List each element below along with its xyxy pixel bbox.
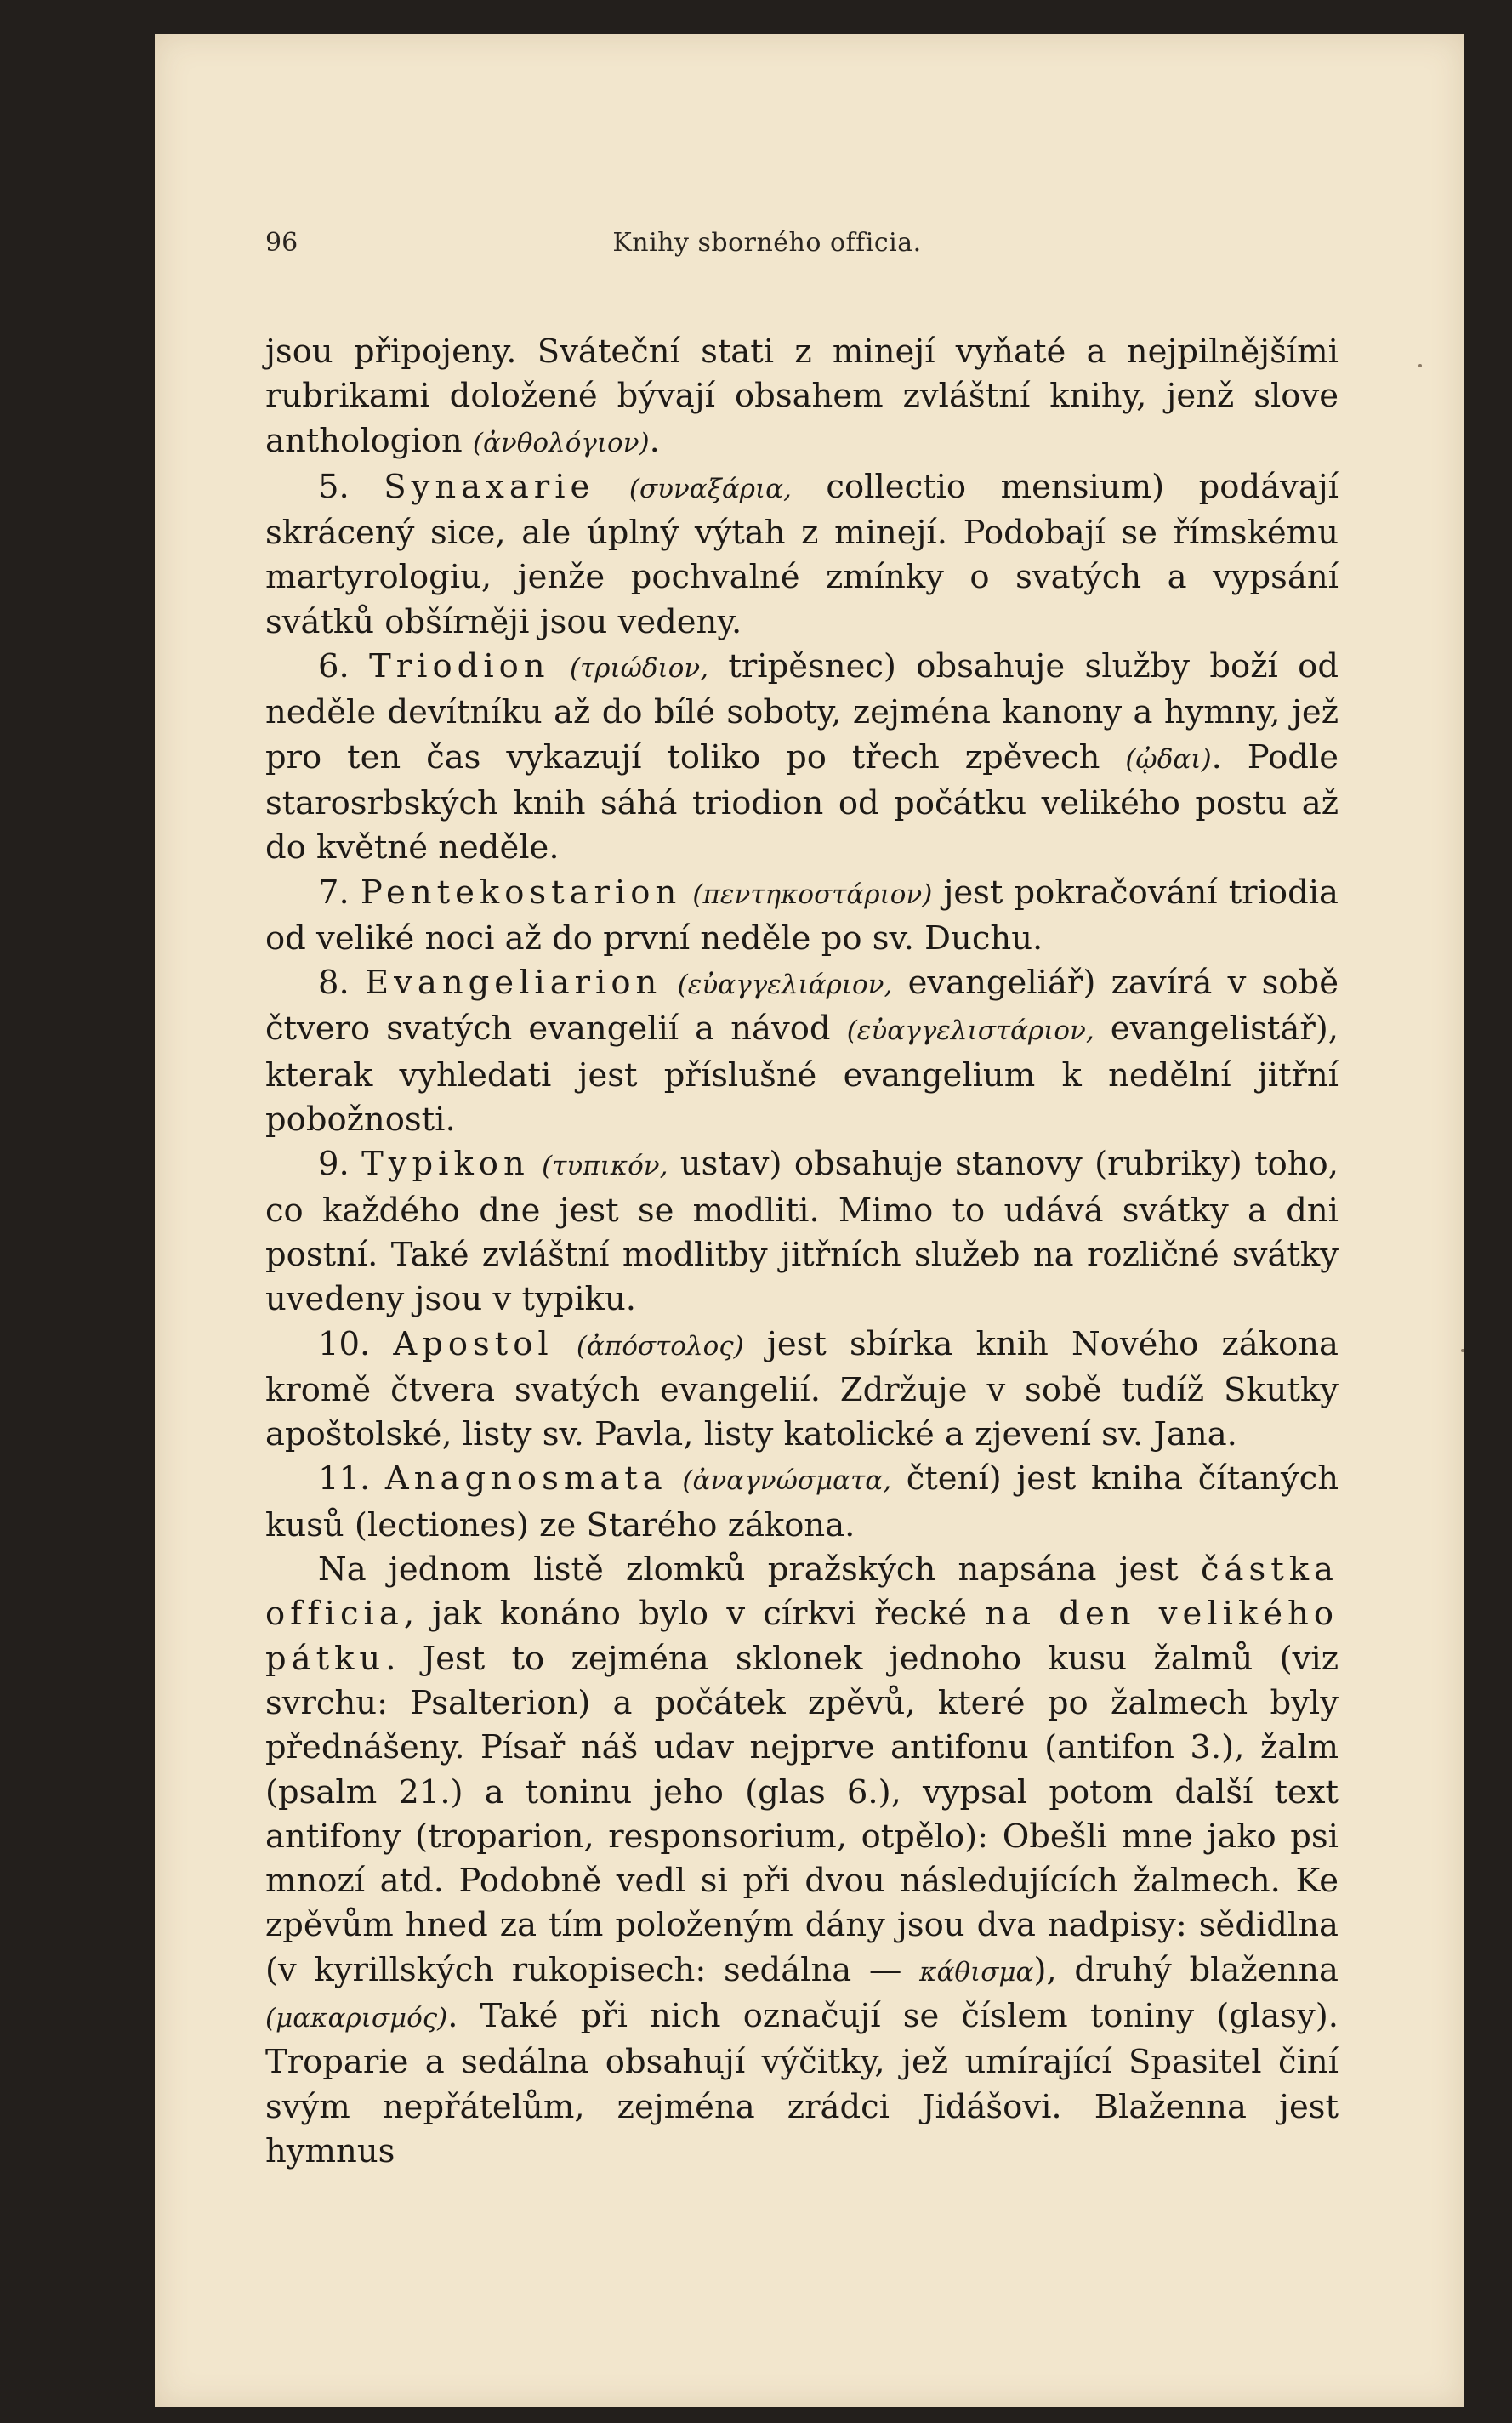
text-run: Na jednom listě zlomků pražských napsána jest xyxy=(318,1550,1201,1590)
book-page xyxy=(155,34,1464,2407)
greek-term: (τριώδιον, xyxy=(569,653,709,685)
spaced-term: Anagnosmata xyxy=(384,1459,668,1499)
body-text xyxy=(265,330,1339,2174)
spaced-term: Apostol xyxy=(393,1324,554,1363)
text-run: 11. xyxy=(318,1459,385,1499)
text-run: evangelistář), kterak vyhledati jest příslušné evangelium k nedělní jitřní pobožnosti. xyxy=(265,1010,1339,1140)
text-run: 7. xyxy=(318,873,361,912)
running-title: Knihy sborného officia. xyxy=(612,228,922,258)
text-run: jsou připojeny. Sváteční stati z minejí vyňaté a nejpilnějšími rubrikami doložené bývají obsahem zvláštní knihy, jenž slove anthologion xyxy=(265,333,1339,460)
spaced-term: Synaxarie xyxy=(384,467,595,506)
greek-term: (τυπικόν, xyxy=(542,1151,668,1182)
greek-term: (συναξάρια, xyxy=(628,473,792,504)
text-run xyxy=(681,873,692,912)
text-run xyxy=(550,647,570,685)
greek-term: κάθισμα xyxy=(919,1956,1034,1988)
greek-term: (μακαρισμός) xyxy=(265,2002,448,2033)
text-run: 9. xyxy=(318,1145,362,1184)
spaced-term: Pentekostarion xyxy=(360,873,682,912)
greek-term: (ἀναγνώσματα, xyxy=(682,1465,892,1497)
text-run: . Podle starosrbských knih sáhá triodion od počátku velikého postu až do květné neděle. xyxy=(265,737,1339,867)
text-run: 8. xyxy=(318,964,366,1003)
margin-speck xyxy=(1418,364,1422,367)
greek-term: (πεντηκοστάριον) xyxy=(692,879,933,910)
greek-term: (εὐαγγελιστάριον, xyxy=(846,1015,1094,1047)
paragraph xyxy=(265,1142,1339,1322)
text-run xyxy=(594,468,629,506)
text-run: . Jest to zejména sklonek jednoho kusu žalmů (viz svrchu: Psalterion) a počátek zpěvů, které po žalmech byly přednášeny. Písař náš udav nejprve antifonu (antifon 3.), žalm (psalm 21.) a toninu jeho (glas 6.), vypsal potom další text antifony (troparion, responsorium, otpělo): Obešli mne jako psi mnozí atd. Podobně vedl si při dvou následujících žalmech. Ke zpěvům hned za tím položeným dány jsou dva nadpisy: sědidlna (v kyrillských rukopisech: sedálna — xyxy=(265,1639,1339,1989)
text-run xyxy=(662,964,677,1002)
text-run: jest sbírka knih Nového zákona kromě čtvera svatých evangelií. Zdržuje v sobě tudíž Skutky apoštolské, listy sv. Pavla, listy katolické a zjevení sv. Jana. xyxy=(265,1324,1339,1454)
text-run: tripěsnec) obsahuje služby boží od neděle devítníku až do bílé soboty, zejména kanony a hymny, jež pro ten čas vykazují toliko po třech zpěvech xyxy=(265,647,1339,776)
greek-term: (ἀνθολόγιον) xyxy=(472,427,650,458)
text-run xyxy=(530,1145,542,1183)
text-run: ), druhý blaženna xyxy=(1033,1950,1339,1989)
paragraph xyxy=(265,645,1339,870)
spaced-term: Evangeliarion xyxy=(365,964,662,1003)
text-run: 5. xyxy=(318,467,384,506)
paragraph xyxy=(265,330,1339,465)
margin-speck xyxy=(1461,1349,1464,1352)
text-run: jest pokračování triodia od veliké noci až do první neděle po sv. Duchu. xyxy=(265,873,1339,958)
paragraph xyxy=(265,1457,1339,1548)
paragraph xyxy=(265,465,1339,645)
greek-term: (εὐαγγελιάριον, xyxy=(677,970,893,1001)
paragraph xyxy=(265,1322,1339,1458)
text-run xyxy=(668,1459,683,1498)
page-header xyxy=(265,228,1269,270)
spaced-term: Triodion xyxy=(369,647,550,686)
spaced-term: Typikon xyxy=(361,1145,530,1184)
spaced-term: částka officia xyxy=(265,1550,1339,1634)
text-run: . Také při nich označují se číslem toniny (glasy). Troparie a sedálna obsahují výčitky, jež umírající Spasitel činí svým nepřátelům, zejména zrádci Jidášovi. Blaženna jest hymnus xyxy=(265,1996,1339,2170)
text-run: čtení) jest kniha čítaných kusů (lectiones) ze Starého zákona. xyxy=(265,1459,1339,1544)
page-number: 96 xyxy=(265,228,298,258)
text-run xyxy=(554,1325,577,1363)
paragraph xyxy=(265,961,1339,1142)
paragraph xyxy=(265,1548,1339,2174)
text-run: , jak konáno bylo v církvi řecké xyxy=(403,1595,986,1634)
greek-term: (ἀπόστολος) xyxy=(576,1330,744,1362)
spaced-term: na den velikého pátku xyxy=(265,1595,1339,1678)
text-run: 6. xyxy=(318,647,370,686)
text-run: . xyxy=(649,421,660,460)
paragraph xyxy=(265,871,1339,962)
text-run: 10. xyxy=(318,1324,394,1363)
text-run: ustav) obsahuje stanovy (rubriky) toho, co každého dne jest se modliti. Mimo to udává svátky a dni postní. Také zvláštní modlitby jitřních služeb na rozličné svátky uvedeny jsou v typiku. xyxy=(265,1145,1339,1319)
text-run: evangeliář) zavírá v sobě čtvero svatých evangelií a návod xyxy=(265,964,1339,1049)
text-run: collectio mensium) podávají skrácený sice, ale úplný výtah z minejí. Podobají se římskému martyrologiu, jenže pochvalné zmínky o svatých a vypsání svátků obšírněji jsou vedeny. xyxy=(265,467,1339,641)
greek-term: (ᾠδαι) xyxy=(1125,743,1212,775)
